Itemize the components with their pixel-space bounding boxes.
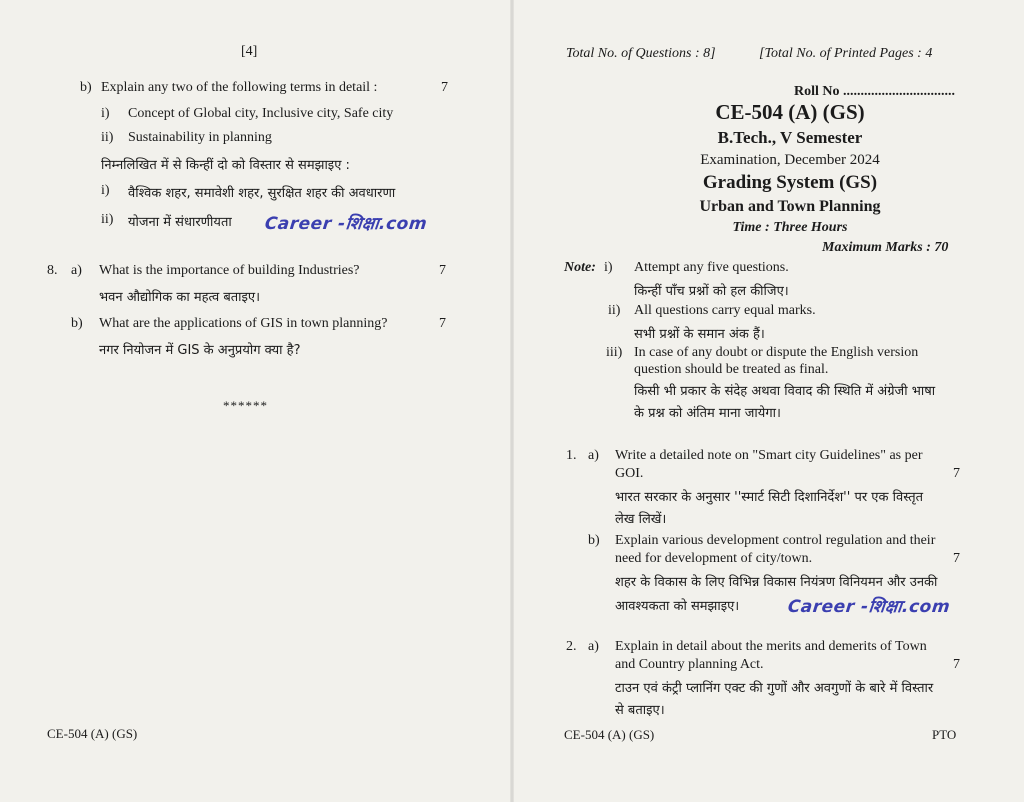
- q2a-en2: and Country planning Act.: [615, 657, 764, 672]
- q7b-hindi-item-2: योजना में संधारणीयता: [128, 215, 232, 230]
- note-3-en2: question should be treated as final.: [634, 362, 829, 377]
- right-footer-code: CE-504 (A) (GS): [564, 727, 655, 742]
- q7b-marks: 7: [441, 80, 448, 95]
- note-2-en: All questions carry equal marks.: [634, 303, 816, 318]
- note-1-num: i): [604, 260, 613, 275]
- note-2-num: ii): [608, 303, 621, 318]
- q1b-en: Explain various development control regulation and their: [615, 533, 936, 548]
- q1a-label: a): [588, 448, 599, 463]
- q1b-hi: शहर के विकास के लिए विभिन्न विकास नियंत्रण विनियमन और उनकी: [615, 575, 938, 590]
- q7b-hindi: निम्नलिखित में से किन्हीं दो को विस्तार से समझाइए :: [101, 158, 350, 173]
- page-number: [4]: [241, 44, 258, 59]
- q8a-text: What is the importance of building Industries?: [99, 263, 360, 278]
- q1a-marks: 7: [953, 466, 960, 481]
- q7b-item-1: Concept of Global city, Inclusive city, Safe city: [128, 106, 394, 121]
- q1b-label: b): [588, 533, 600, 548]
- exam: Examination, December 2024: [700, 152, 880, 168]
- total-pages: [Total No. of Printed Pages : 4: [759, 46, 933, 61]
- q1a-en2: GOI.: [615, 466, 644, 481]
- watermark-stamp: Career -शिक्षा.com: [263, 214, 429, 234]
- paper-code: CE-504 (A) (GS): [715, 100, 865, 124]
- q7b-label: b): [80, 80, 92, 95]
- note-3-en: In case of any doubt or dispute the English version: [634, 345, 919, 360]
- time: Time : Three Hours: [732, 220, 848, 235]
- q2a-hi: टाउन एवं कंट्री प्लानिंग एक्ट की गुणों और अवगुणों के बारे में विस्तार: [615, 681, 934, 696]
- q1-number: 1.: [566, 448, 577, 463]
- q8a-label: a): [71, 263, 82, 278]
- note-3-hi: किसी भी प्रकार के संदेह अथवा विवाद की स्थिति में अंग्रेजी भाषा: [634, 384, 936, 399]
- q8b-marks: 7: [439, 316, 446, 331]
- roll-no: [794, 84, 955, 100]
- watermark-stamp-right: Career -शिक्षा.com: [786, 597, 952, 617]
- q8a-marks: 7: [439, 263, 446, 278]
- q1a-hi: भारत सरकार के अनुसार ''स्मार्ट सिटी दिशानिर्देश'' पर एक विस्तृत: [615, 490, 924, 505]
- q2-number: 2.: [566, 639, 577, 654]
- q1b-hi2: आवश्यकता को समझाइए।: [615, 599, 740, 614]
- q7b-hindi-item-2-num: ii): [101, 212, 114, 227]
- note-3-num: iii): [606, 345, 623, 360]
- max-marks: Maximum Marks : 70: [822, 240, 949, 255]
- q2a-hi2: से बताइए।: [615, 703, 665, 718]
- note-1-en: Attempt any five questions.: [634, 260, 789, 275]
- q1a-en: Write a detailed note on "Smart city Guidelines" as per: [615, 448, 923, 463]
- subject: Urban and Town Planning: [699, 198, 881, 215]
- q8b-label: b): [71, 316, 83, 331]
- grading-system: Grading System (GS): [702, 172, 878, 193]
- q7b-hindi-item-1: वैश्विक शहर, समावेशी शहर, सुरक्षित शहर की अवधारणा: [128, 186, 396, 201]
- q2a-en: Explain in detail about the merits and demerits of Town: [615, 639, 927, 654]
- note-3-hi2: के प्रश्न को अंतिम माना जायेगा।: [634, 406, 781, 421]
- q7b-item-2-num: ii): [101, 130, 114, 145]
- note-2-hi: सभी प्रश्नों के समान अंक हैं।: [634, 327, 765, 342]
- q8b-text: What are the applications of GIS in town planning?: [99, 316, 388, 331]
- q2a-label: a): [588, 639, 599, 654]
- q8-number: 8.: [47, 263, 58, 278]
- q8b-hindi: नगर नियोजन में GIS के अनुप्रयोग क्या है?: [99, 343, 301, 358]
- q8a-hindi: भवन औद्योगिक का महत्व बताइए।: [99, 290, 261, 305]
- q7b-hindi-item-1-num: i): [101, 183, 110, 198]
- total-questions: Total No. of Questions : 8]: [566, 46, 716, 61]
- note-label: Note:: [564, 260, 596, 275]
- q7b-text: Explain any two of the following terms in detail :: [101, 80, 378, 95]
- q1a-hi2: लेख लिखें।: [615, 512, 667, 527]
- q1b-marks: 7: [953, 551, 960, 566]
- end-mark: ******: [223, 398, 268, 413]
- q7b-item-1-num: i): [101, 106, 110, 121]
- right-page: [512, 0, 1024, 802]
- q2a-marks: 7: [953, 657, 960, 672]
- pto: PTO: [932, 727, 957, 742]
- roll-no-text: Roll No ................................: [794, 84, 955, 99]
- left-footer: CE-504 (A) (GS): [47, 726, 138, 741]
- q7b-item-2: Sustainability in planning: [128, 130, 272, 145]
- q1b-en2: need for development of city/town.: [615, 551, 813, 566]
- course: B.Tech., V Semester: [717, 128, 863, 147]
- note-1-hi: किन्हीं पाँच प्रश्नों को हल कीजिए।: [634, 284, 789, 299]
